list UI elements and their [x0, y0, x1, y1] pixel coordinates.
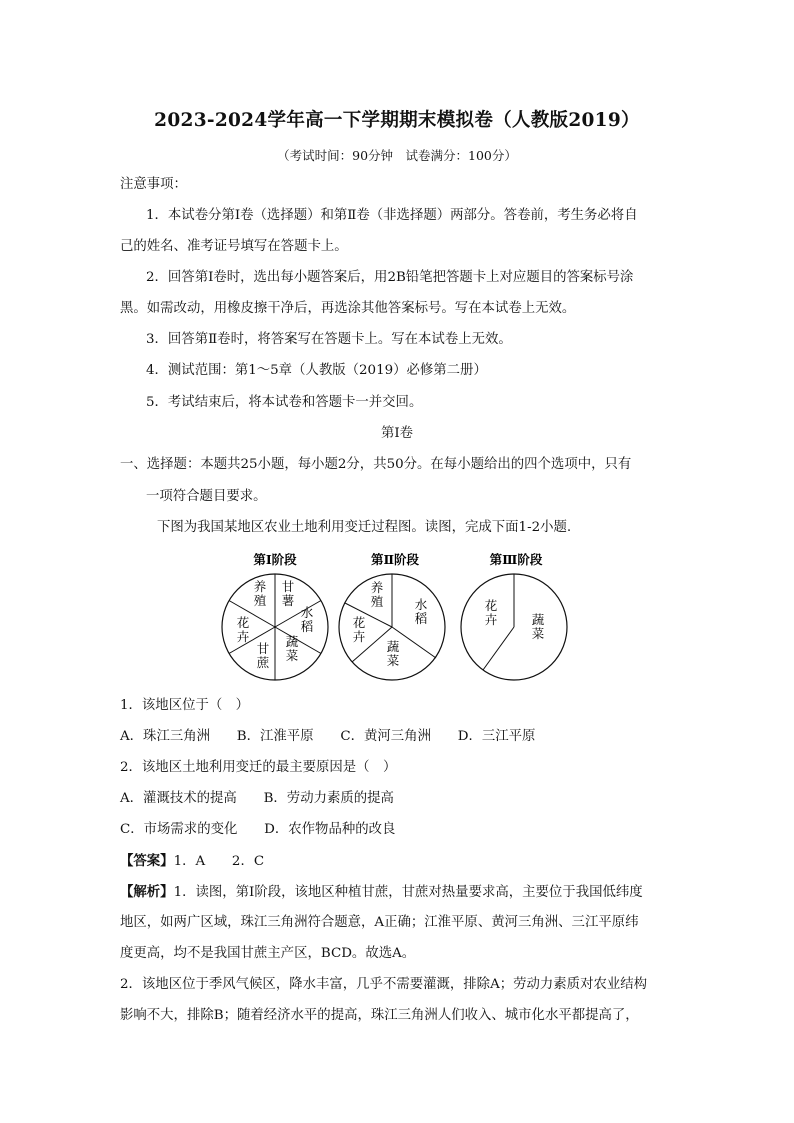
- notice-line: 3．回答第Ⅱ卷时，将答案写在答题卡上。写在本试卷上无效。: [146, 332, 512, 347]
- question-1-options: A．珠江三角洲 B．江淮平原 C．黄河三角洲 D．三江平原: [120, 729, 536, 744]
- question-1-stem: 1．该地区位于（ ）: [120, 698, 250, 713]
- slice-label-flowers: 花卉: [236, 615, 250, 644]
- slice-label-sugarcane: 甘蔗: [256, 641, 270, 670]
- analysis-line: [120, 883, 643, 902]
- stage-3-title: 第Ⅲ阶段: [489, 552, 543, 567]
- question-2-options: A．灌溉技术的提高 B．劳动力素质的提高: [120, 791, 394, 806]
- analysis-text: 1．读图，第Ⅰ阶段，该地区种植甘蔗，甘蔗对热量要求高，主要位于我国低纬度: [173, 885, 643, 900]
- stage-1-title: 第Ⅰ阶段: [253, 552, 297, 567]
- notice-line: 黑。如需改动，用橡皮擦干净后，再选涂其他答案标号。写在本试卷上无效。: [120, 301, 576, 316]
- slice-label-rice: 水稻: [300, 605, 314, 634]
- analysis-line: 地区，如两广区域，珠江三角洲符合题意，A正确；江淮平原、黄河三角洲、三江平原纬: [120, 915, 639, 930]
- slice-label-flowers: 花卉: [352, 615, 366, 644]
- analysis-label: 【解析】: [120, 884, 174, 900]
- answer-line: [120, 852, 264, 871]
- notice-heading: 注意事项：: [120, 177, 187, 192]
- section-title: 第Ⅰ卷: [380, 426, 414, 441]
- notice-line: 5．考试结束后，将本试卷和答题卡一并交回。: [146, 395, 423, 410]
- stage-2-title: 第Ⅱ阶段: [370, 552, 420, 567]
- answer-text: 1．A 2．C: [173, 854, 265, 869]
- page-title: 2023-2024学年高一下学期期末模拟卷（人教版2019）: [154, 110, 640, 131]
- section-instruction: 一、选择题：本题共25小题，每小题2分，共50分。在每小题给出的四个选项中，只有: [120, 457, 632, 472]
- analysis-line: 2．该地区位于季风气候区，降水丰富，几乎不需要灌溉，排除A；劳动力素质对农业结构: [120, 977, 648, 992]
- slice-label-rice: 水稻: [414, 597, 428, 626]
- slice-label-vegetables: 蔬菜: [285, 634, 299, 663]
- land-use-pie-charts: [210, 545, 570, 685]
- analysis-line: 度更高，均不是我国甘蔗主产区，BCD。故选A。: [120, 946, 416, 961]
- slice-label-vegetables: 蔬菜: [531, 612, 545, 641]
- slice-label-aquaculture: 养殖: [253, 579, 267, 608]
- notice-line: 4．测试范围：第1～5章（人教版（2019）必修第二册）: [146, 363, 487, 378]
- notice-line: 1．本试卷分第Ⅰ卷（选择题）和第Ⅱ卷（非选择题）两部分。答卷前，考生务必将自: [146, 208, 638, 223]
- slice-label-sweet-potato: 甘薯: [281, 579, 295, 608]
- slice-label-aquaculture: 养殖: [370, 580, 384, 609]
- slice-label-flowers: 花卉: [484, 598, 498, 627]
- question-stem: 下图为我国某地区农业土地利用变迁过程图。读图，完成下面1-2小题.: [157, 520, 572, 535]
- slice-label-vegetables: 蔬菜: [386, 639, 400, 668]
- question-2-options: C．市场需求的变化 D．农作物品种的改良: [120, 822, 396, 837]
- exam-info: （考试时间：90分钟 试卷满分：100分）: [277, 148, 517, 163]
- analysis-line: 影响不大，排除B；随着经济水平的提高，珠江三角洲人们收入、城市化水平都提高了，: [120, 1008, 639, 1023]
- notice-line: 2．回答第Ⅰ卷时，选出每小题答案后，用2B铅笔把答题卡上对应题目的答案标号涂: [146, 270, 634, 285]
- answer-label: 【答案】: [120, 853, 174, 869]
- question-2-stem: 2．该地区土地利用变迁的最主要原因是（ ）: [120, 760, 397, 775]
- section-instruction-cont: 一项符合题目要求。: [146, 489, 267, 504]
- notice-line: 己的姓名、准考证号填写在答题卡上。: [120, 239, 348, 254]
